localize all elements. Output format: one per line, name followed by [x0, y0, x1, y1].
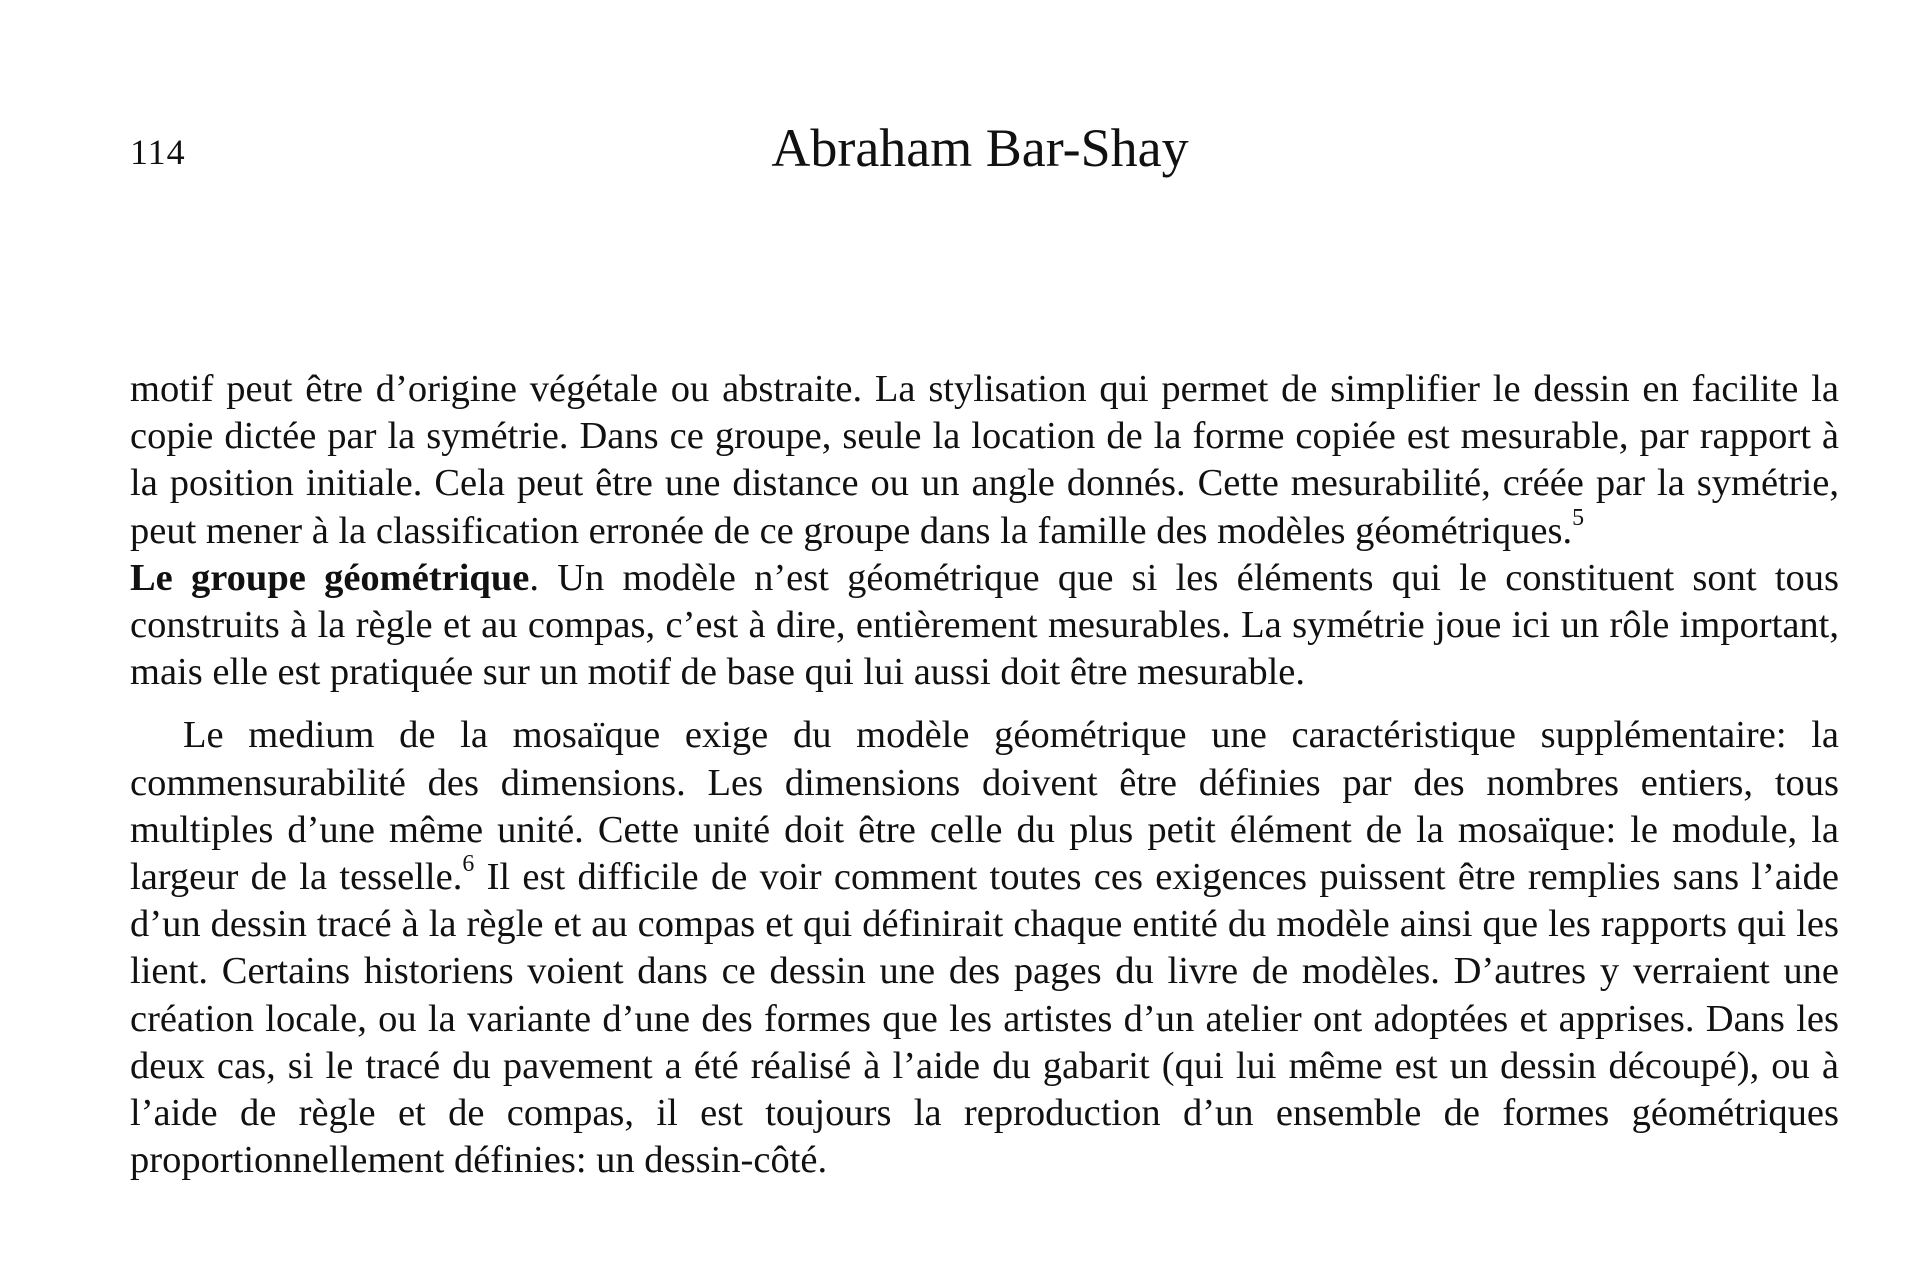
section-heading-geometric-group: Le groupe géométrique	[130, 556, 530, 599]
paragraph-1-text: motif peut être d’origine végétale ou abstraite. La stylisation qui permet de simplifier le dessin en facilite la copie dictée par la symétrie. Dans ce groupe, seule la location de la forme copiée est mesurable, par rapport à la position initiale. Cela peut être une distance ou un angle donnés. Cette mesurabilité, créée par la symétrie, peut mener à la classification erronée de ce groupe dans la famille des modèles géométriques.	[130, 368, 1839, 552]
body-text	[130, 366, 1839, 1184]
paragraph-2-text: . Un modèle n’est géométrique que si les éléments qui le constituent sont tous construits à la règle et au compas, c’est à dire, entièrement mesurables. La symétrie joue ici un rôle important, mais elle est pratiquée sur un motif de base qui lui aussi doit être mesurable.	[130, 556, 1839, 694]
footnote-ref-6: 6	[462, 851, 475, 878]
paragraph-1	[130, 366, 1839, 555]
paragraph-3	[130, 712, 1839, 1184]
page-number: 114	[130, 132, 186, 172]
footnote-ref-5: 5	[1572, 504, 1585, 531]
paragraph-2	[130, 555, 1839, 697]
running-head-author: Abraham Bar-Shay	[771, 118, 1189, 178]
paragraph-3-text-a: Le medium de la mosaïque exige du modèle géométrique une caractéristique supplémentaire: la commensurabilité des dimensions. Les dimensions doivent être définies par des nombres entiers, tous multiples d’une même unité. Cette unité doit être celle du plus petit élément de la mosaïque: le module, la largeur de la tesselle.	[130, 714, 1839, 899]
paragraph-3-text-b: Il est difficile de voir comment toutes ces exigences puissent être remplies sans l’aide d’un dessin tracé à la règle et au compas et qui définirait chaque entité du modèle ainsi que les rapports qui les lient. Certains historiens voient dans ce dessin une des pages du livre de modèles. D’autres y verraient une création locale, ou la variante d’une des formes que les artistes d’un atelier ont adoptées et apprises. Dans les deux cas, si le tracé du pavement a été réalisé à l’aide du gabarit (qui lui même est un dessin découpé), ou à l’aide de règle et de compas, il est toujours la reproduction d’un ensemble de formes géométriques proportionnellement définies: un dessin-côté.	[130, 856, 1839, 1182]
